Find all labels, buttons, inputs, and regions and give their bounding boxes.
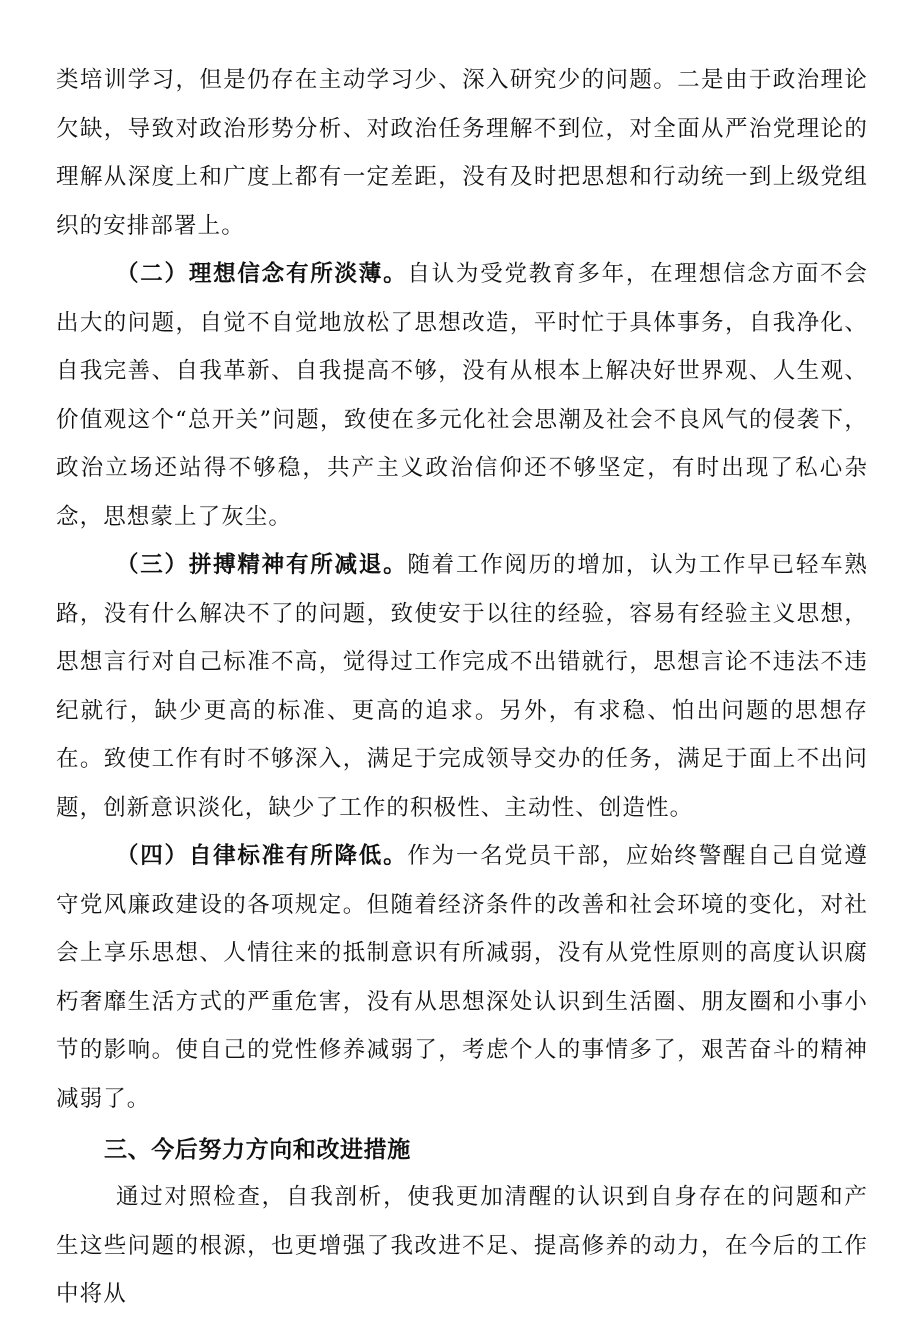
section-heading-improvement: 三、今后努力方向和改进措施	[104, 1137, 411, 1163]
section-lead-striving: （三）拼搏精神有所减退。	[116, 552, 408, 578]
document-page	[56, 56, 868, 1319]
paragraph-text: 自认为受党教育多年，在理想信念方面不会出大的问题，自觉不自觉地放松了思想改造，平时忙于具体事务，自我净化、自我完善、自我革新、自我提高不够，没有从根本上解决好世界观、人生观、价值观这个“总开关”问题，致使在多元化社会思潮及社会不良风气的侵袭下，政治立场还站得不够稳，共产主义政治信仰还不够坚定，有时出现了私心杂念，思想蒙上了灰尘。	[56, 261, 868, 530]
paragraph-text: 类培训学习，但是仍存在主动学习少、深入研究少的问题。二是由于政治理论欠缺，导致对政治形势分析、对政治任务理解不到位，对全面从严治党理论的理解从深度上和广度上都有一定差距，没有及时把思想和行动统一到上级党组织的安排部署上。	[56, 67, 868, 239]
paragraph-text: 随着工作阅历的增加，认为工作早已轻车熟路，没有什么解决不了的问题，致使安于以往的经验，容易有经验主义思想，思想言行对自己标准不高，觉得过工作完成不出错就行，思想言论不违法不违纪就行，缺少更高的标准、更高的追求。另外，有求稳、怕出问题的思想存在。致使工作有时不够深入，满足于完成领导交办的任务，满足于面上不出问题，创新意识淡化，缺少了工作的积极性、主动性、创造性。	[56, 552, 868, 821]
paragraph-improvement-intro	[56, 1173, 868, 1319]
paragraph-text: 通过对照检查，自我剖析，使我更加清醒的认识到自身存在的问题和产生这些问题的根源，也更增强了我改进不足、提高修养的动力，在今后的工作中将从	[56, 1184, 868, 1307]
paragraph-self-discipline	[56, 832, 868, 1123]
paragraph-ideals-beliefs	[56, 250, 868, 541]
paragraph-text: 作为一名党员干部，应始终警醒自己自觉遵守党风廉政建设的各项规定。但随着经济条件的改善和社会环境的变化，对社会上享乐思想、人情往来的抵制意识有所减弱，没有从党性原则的高度认识腐朽奢靡生活方式的严重危害，没有从思想深处认识到生活圈、朋友圈和小事小节的影响。使自己的党性修养减弱了，考虑个人的事情多了，艰苦奋斗的精神减弱了。	[56, 843, 868, 1112]
paragraph-striving-spirit	[56, 541, 868, 832]
section-lead-discipline: （四）自律标准有所降低。	[116, 843, 408, 869]
paragraph-political-theory	[56, 56, 868, 250]
section-lead-ideals: （二）理想信念有所淡薄。	[116, 261, 408, 287]
